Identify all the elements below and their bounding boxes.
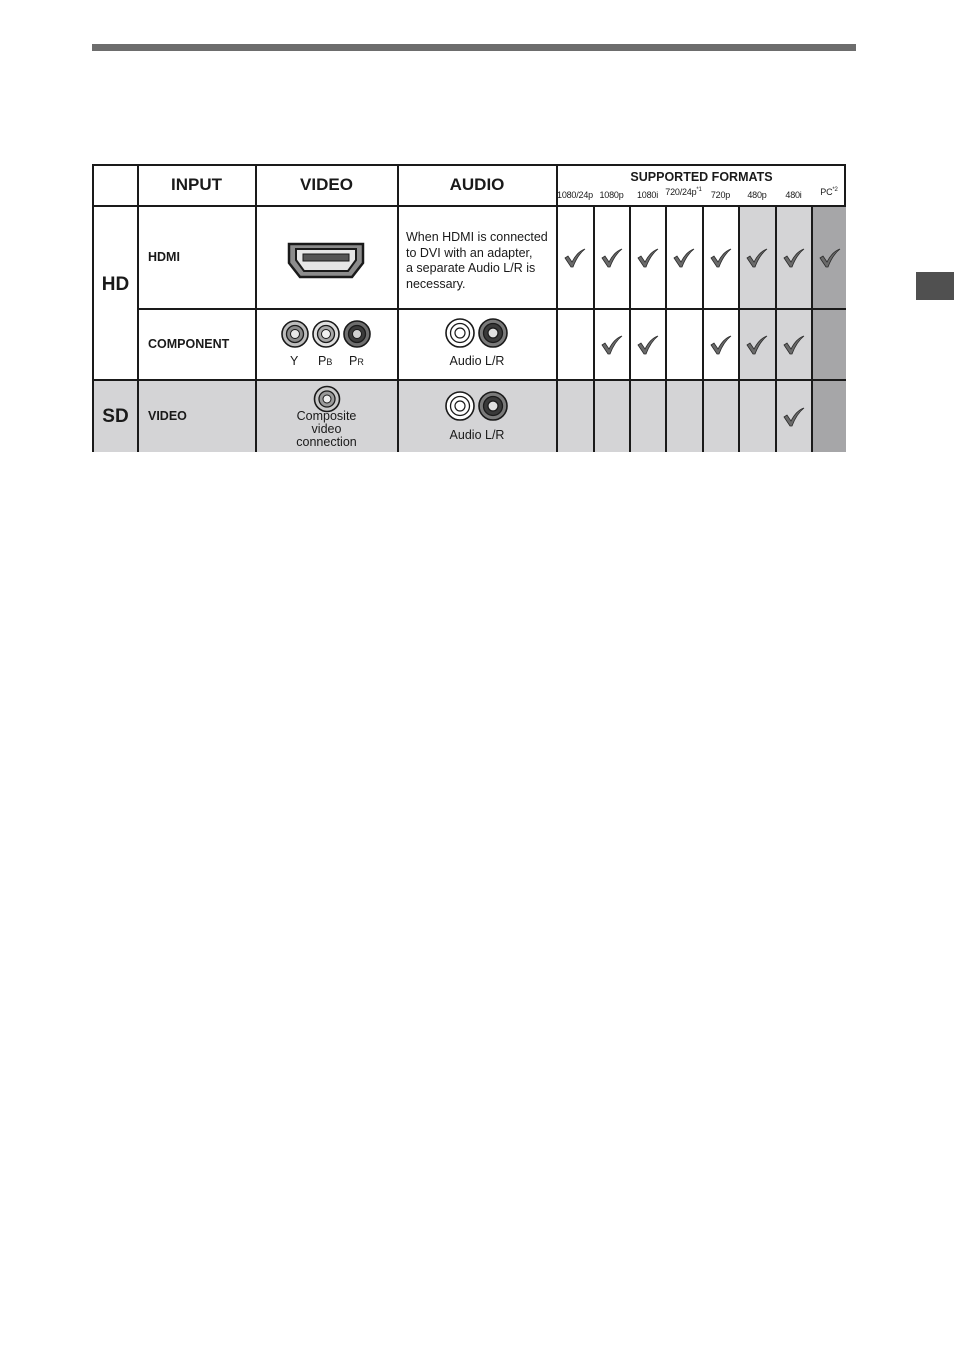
checkmark-icon xyxy=(564,248,586,268)
format-label: $720/24p^{*1}$ xyxy=(665,187,702,197)
format-label: PC$^{*2}$ xyxy=(820,187,838,197)
checkmark-icon xyxy=(637,335,659,355)
header-audio: AUDIO xyxy=(449,175,505,194)
header-supported-formats: SUPPORTED FORMATS xyxy=(630,170,773,184)
checkmark-icon xyxy=(673,248,695,268)
checkmark-icon xyxy=(783,335,805,355)
section-sd-label: SD xyxy=(102,406,129,427)
hdmi-audio-note: When HDMI is connected to DVI with an adapter, a separate Audio L/R is necessary. xyxy=(406,230,548,291)
section-tab-marker xyxy=(916,272,954,300)
component-jacks-icon xyxy=(280,319,372,349)
checkmark-icon xyxy=(783,407,805,427)
input-video-label: VIDEO xyxy=(148,409,187,423)
checkmark-icon xyxy=(710,335,732,355)
audio-lr-jacks-icon xyxy=(444,317,510,349)
format-label: 1080p xyxy=(599,190,624,200)
checkmark-icon xyxy=(637,248,659,268)
composite-caption: Composite video connection xyxy=(296,409,357,449)
component-label-pr: PR xyxy=(349,354,364,368)
section-hd-label: HD xyxy=(101,274,130,295)
sd-audio-label: Audio L/R xyxy=(449,428,505,442)
checkmark-icon xyxy=(601,248,623,268)
format-label: 720p xyxy=(710,190,731,200)
audio-lr-jacks-icon xyxy=(444,390,510,422)
checkmark-icon xyxy=(710,248,732,268)
format-label: 1080i xyxy=(636,190,659,200)
component-label-pb: PB xyxy=(318,354,333,368)
checkmark-icon xyxy=(601,335,623,355)
checkmark-icon xyxy=(783,248,805,268)
component-label-y: Y xyxy=(290,354,299,368)
checkmark-icon xyxy=(819,248,841,268)
input-format-table xyxy=(92,164,846,452)
shade-pc-column xyxy=(812,206,846,452)
input-component-label: COMPONENT xyxy=(148,337,230,351)
format-label: 480p xyxy=(747,190,767,200)
format-label: 1080/24p xyxy=(557,190,593,200)
checkmark-icon xyxy=(746,248,768,268)
format-label: 480i xyxy=(785,190,802,200)
component-audio-label: Audio L/R xyxy=(449,354,505,368)
header-input: INPUT xyxy=(171,175,222,194)
input-hdmi-label: HDMI xyxy=(148,250,180,264)
hdmi-connector-icon xyxy=(286,241,366,281)
top-rule xyxy=(92,44,856,51)
checkmark-icon xyxy=(746,335,768,355)
header-video: VIDEO xyxy=(300,175,353,194)
